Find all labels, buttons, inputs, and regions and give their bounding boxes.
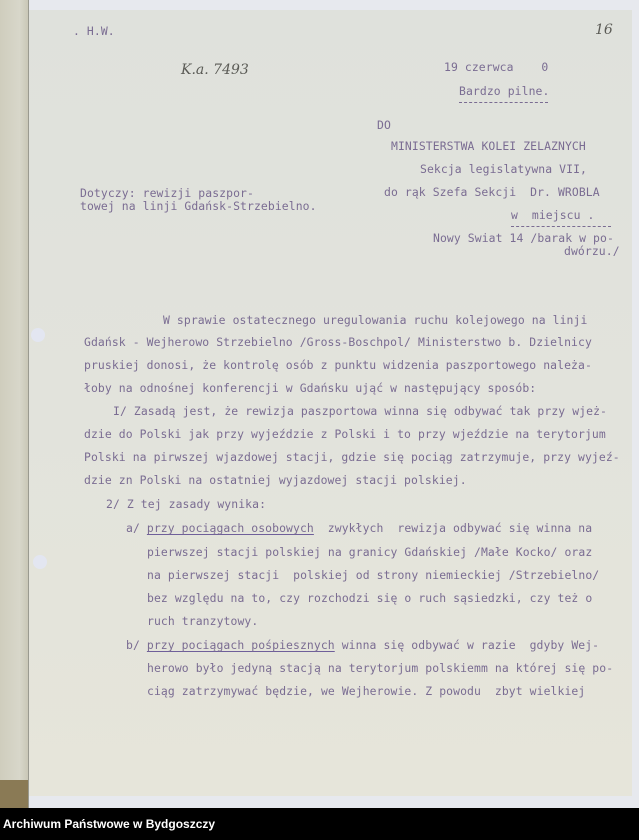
subject-line-2: towej na linji Gdańsk-Strzebielno. xyxy=(80,199,317,213)
point2a-line-2: pierwszej stacji polskiej na granicy Gdańskiej /Małe Kocko/ oraz xyxy=(147,545,593,559)
addressee-street-cont: dwórzu./ xyxy=(564,244,620,258)
point2b-first-line xyxy=(126,640,599,651)
addressee-section: Sekcja legislatywna VII, xyxy=(420,162,587,176)
addressee-to: DO xyxy=(377,118,391,132)
handwritten-reference: K.a. 7493 xyxy=(181,62,249,78)
point2a-line-3: na pierwszej stacji polskiej od strony niemieckiej /Strzebielno/ xyxy=(147,568,600,582)
point2b-underlined: przy pociągach pośpiesznych xyxy=(146,638,335,652)
point2-heading: 2/ Z tej zasady wynika: xyxy=(106,497,267,511)
urgency-note: Bardzo pilne. xyxy=(459,84,550,98)
archive-name: Archiwum Państwowe w Bydgoszczy xyxy=(3,817,216,831)
point2a-underlined: przy pociągach osobowych xyxy=(146,521,314,535)
point1-line-4: dzie zn Polski na ostatniej wyjazdowej stacji polskiej. xyxy=(84,473,467,487)
point2a-line-5: ruch tranzytowy. xyxy=(147,614,259,628)
body-intro-3: pruskiej donosi, że kontrolę osób z punktu widzenia paszportowego należa- xyxy=(84,358,592,372)
body-intro-1: W sprawie ostatecznego uregulowania ruchu kolejowego na linji xyxy=(163,313,588,327)
addressee-attention: do rąk Szefa Sekcji Dr. WROBLA xyxy=(384,185,600,199)
addressee-street: Nowy Swiat 14 /barak w po- xyxy=(433,231,614,245)
binder-edge xyxy=(0,0,29,808)
addressee-location: w miejscu . xyxy=(511,208,595,222)
point2b-line-2: herowo było jedyną stacją na terytorjum polskiemm na której się po- xyxy=(147,661,614,675)
point1-line-2: dzie do Polski jak przy wyjeździe z Polski i to przy wjeździe na terytorjum xyxy=(84,427,606,441)
point2a-first-line xyxy=(126,523,592,534)
punch-hole xyxy=(31,328,45,342)
initials: . H.W. xyxy=(73,24,115,38)
point2a-rest: zwykłych rewizja odbywać się winna na xyxy=(313,521,593,535)
location-underline xyxy=(511,226,611,227)
point2b-rest: winna się odbywać w razie gdyby Wej- xyxy=(334,638,600,652)
page-number: 16 xyxy=(595,22,613,38)
point1-line-3: Polski na pirwszej wjazdowej stacji, gdzie się pociąg zatrzymuje, przy wyjeź- xyxy=(84,450,620,464)
archive-footer xyxy=(0,808,639,840)
point2a-line-4: bez względu na to, czy rozchodzi się o ruch sąsiedzki, czy też o xyxy=(147,591,593,605)
document-page xyxy=(29,10,632,796)
point2b-line-3: ciąg zatrzymywać będzie, we Wejherowie. Z powodu zbyt wielkiej xyxy=(147,684,586,698)
point2a-marker: a/ xyxy=(126,521,140,535)
date: 19 czerwca 0 xyxy=(444,60,549,74)
body-intro-4: łoby na odnośnej konferencji w Gdańsku ująć w następujący sposób: xyxy=(84,381,537,395)
subject-line-1: Dotyczy: rewizji paszpor- xyxy=(80,186,254,200)
binder-corner xyxy=(0,780,28,808)
urgency-underline xyxy=(459,102,548,103)
point2b-marker: b/ xyxy=(126,638,140,652)
body-intro-2: Gdańsk - Wejherowo Strzebielno /Gross-Boschpol/ Ministerstwo b. Dzielnicy xyxy=(84,335,592,349)
punch-hole xyxy=(33,555,47,569)
point1-line-1: I/ Zasadą jest, że rewizja paszportowa winna się odbywać tak przy wjeż- xyxy=(113,404,607,418)
addressee-ministry: MINISTERSTWA KOLEI ZELAZNYCH xyxy=(391,139,586,153)
